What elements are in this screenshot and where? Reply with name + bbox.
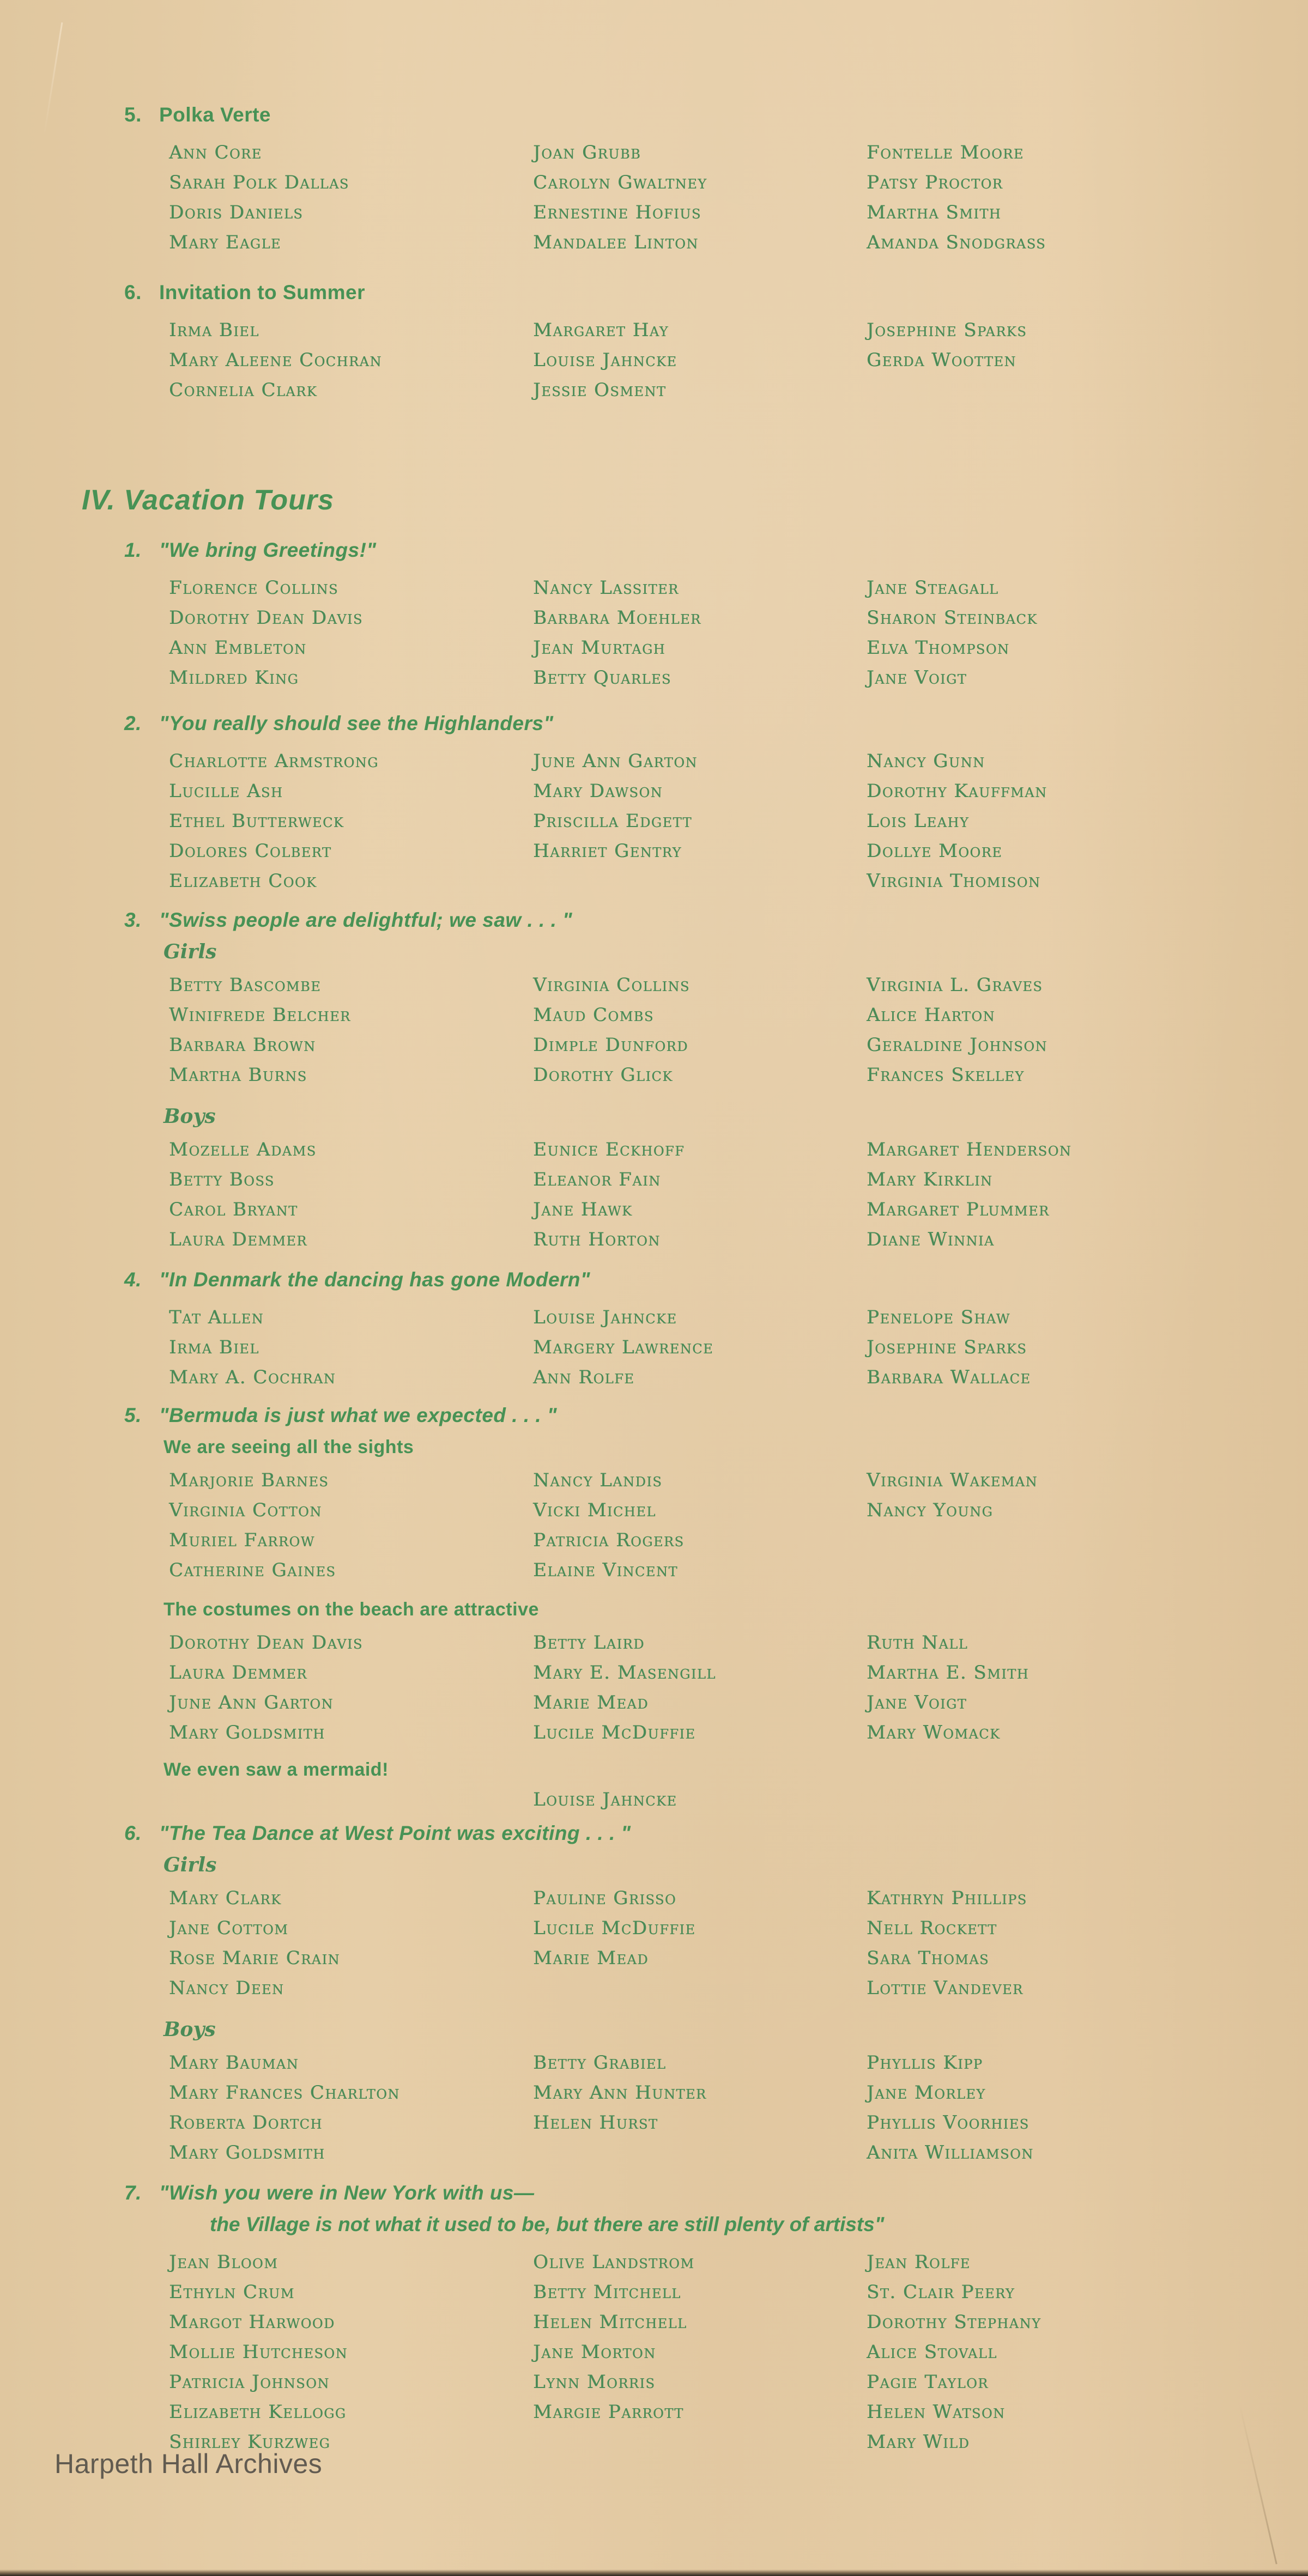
program-section bbox=[0, 101, 1308, 259]
name-cell: Louise Jahncke bbox=[533, 1307, 677, 1328]
name-cell: Martha Burns bbox=[169, 1064, 307, 1086]
name-cell: Marie Mead bbox=[533, 1692, 649, 1714]
name-cell: Jane Morley bbox=[867, 2082, 986, 2104]
name-cell: Olive Landstrom bbox=[533, 2251, 695, 2273]
section-title-text: "You really should see the Highlanders" bbox=[159, 712, 554, 734]
name-row bbox=[169, 1167, 1308, 1196]
name-rows bbox=[169, 972, 1308, 1092]
name-cell: Nell Rockett bbox=[867, 1917, 997, 1939]
name-row bbox=[169, 868, 1308, 898]
group-label: We even saw a mermaid! bbox=[164, 1759, 389, 1780]
name-rows bbox=[169, 1304, 1308, 1394]
name-cell: Margaret Henderson bbox=[867, 1139, 1072, 1161]
program-section bbox=[0, 2179, 1308, 2459]
name-cell: Mary Wild bbox=[867, 2431, 970, 2453]
section-title-text: "The Tea Dance at West Point was exciting . . . " bbox=[159, 1822, 631, 1844]
name-cell: Lois Leahy bbox=[867, 810, 970, 832]
name-cell: Mary E. Masengill bbox=[533, 1662, 716, 1684]
name-cell: Laura Demmer bbox=[169, 1662, 307, 1684]
section-title-text: "Swiss people are delightful; we saw . . . " bbox=[159, 909, 573, 931]
group-label: We are seeing all the sights bbox=[164, 1437, 414, 1457]
name-row bbox=[169, 229, 1308, 259]
name-cell: Carol Bryant bbox=[169, 1199, 298, 1220]
name-cell: Mary Goldsmith bbox=[169, 2142, 325, 2164]
name-rows bbox=[169, 2249, 1308, 2459]
section-number: 7. bbox=[124, 2182, 142, 2204]
name-cell: Virginia Cotton bbox=[169, 1499, 322, 1521]
name-cell: Winifrede Belcher bbox=[169, 1004, 351, 1026]
name-row bbox=[169, 1062, 1308, 1092]
name-cell: Ernestine Hofius bbox=[533, 202, 701, 223]
name-row bbox=[169, 2249, 1308, 2279]
name-row bbox=[169, 2140, 1308, 2170]
name-row bbox=[169, 2339, 1308, 2369]
name-cell: Lucile McDuffie bbox=[533, 1917, 696, 1939]
name-cell: Muriel Farrow bbox=[169, 1529, 315, 1551]
name-row bbox=[169, 748, 1308, 778]
name-cell: Betty Mitchell bbox=[533, 2281, 681, 2303]
name-cell: Jane Morton bbox=[533, 2341, 656, 2363]
name-cell: Louise Jahncke bbox=[533, 1789, 677, 1811]
name-row bbox=[169, 1002, 1308, 1032]
name-cell: Mary Womack bbox=[867, 1722, 1001, 1743]
section-title bbox=[124, 1820, 1308, 1847]
name-cell: Nancy Deen bbox=[169, 1977, 284, 1999]
name-cell: Margery Lawrence bbox=[533, 1336, 713, 1358]
name-cell: Betty Quarles bbox=[533, 667, 671, 689]
name-cell: Eleanor Fain bbox=[533, 1169, 661, 1190]
name-cell: Mary Ann Hunter bbox=[533, 2082, 707, 2104]
program-section bbox=[0, 279, 1308, 407]
name-row bbox=[169, 575, 1308, 605]
name-row bbox=[169, 2080, 1308, 2110]
name-cell: Mary A. Cochran bbox=[169, 1366, 336, 1388]
name-row bbox=[169, 635, 1308, 665]
name-cell: Irma Biel bbox=[169, 1336, 259, 1358]
name-row bbox=[169, 1945, 1308, 1975]
program-section bbox=[0, 537, 1308, 695]
name-cell: Mozelle Adams bbox=[169, 1139, 317, 1161]
name-cell: Kathryn Phillips bbox=[867, 1887, 1027, 1909]
name-cell: Dorothy Stephany bbox=[867, 2311, 1041, 2333]
section-number: 6. bbox=[124, 1822, 142, 1844]
name-cell: Barbara Moehler bbox=[533, 607, 701, 629]
name-cell: Marjorie Barnes bbox=[169, 1469, 329, 1491]
name-cell: Helen Watson bbox=[867, 2401, 1006, 2423]
name-cell: Dorothy Dean Davis bbox=[169, 1632, 363, 1654]
name-cell: Jane Steagall bbox=[867, 577, 999, 599]
name-cell: Virginia L. Graves bbox=[867, 974, 1043, 996]
name-row bbox=[169, 347, 1308, 377]
name-cell: Nancy Gunn bbox=[867, 750, 985, 772]
page-bottom-edge bbox=[0, 2569, 1308, 2576]
name-cell: Roberta Dortch bbox=[169, 2112, 323, 2134]
name-rows bbox=[169, 317, 1308, 407]
name-cell: Phyllis Voorhies bbox=[867, 2112, 1030, 2134]
name-cell: Mary Clark bbox=[169, 1887, 282, 1909]
section-title bbox=[124, 537, 1308, 564]
section-title bbox=[124, 2179, 1308, 2207]
section-title-text: "Wish you were in New York with us— bbox=[159, 2182, 535, 2204]
name-cell: Florence Collins bbox=[169, 577, 338, 599]
section-title bbox=[124, 1266, 1308, 1293]
name-cell: Nancy Landis bbox=[533, 1469, 663, 1491]
name-rows bbox=[169, 1467, 1308, 1587]
name-cell: Mandalee Linton bbox=[533, 232, 699, 253]
name-row bbox=[169, 1497, 1308, 1527]
section-number: 5. bbox=[124, 104, 142, 126]
name-rows bbox=[169, 1137, 1308, 1256]
name-cell: Nancy Young bbox=[867, 1499, 994, 1521]
name-cell: Martha Smith bbox=[867, 202, 1002, 223]
name-row bbox=[169, 605, 1308, 635]
name-row bbox=[169, 1467, 1308, 1497]
name-row bbox=[169, 1334, 1308, 1364]
name-rows bbox=[169, 139, 1308, 259]
name-cell: Betty Grabiel bbox=[533, 2052, 667, 2074]
part-heading: IV. Vacation Tours bbox=[82, 484, 335, 516]
name-cell: Frances Skelley bbox=[867, 1064, 1025, 1086]
name-cell: Virginia Wakeman bbox=[867, 1469, 1038, 1491]
name-cell: Pauline Grisso bbox=[533, 1887, 677, 1909]
section-number: 3. bbox=[124, 909, 142, 931]
name-cell: Mary Eagle bbox=[169, 232, 281, 253]
group-label: Girls bbox=[164, 1854, 217, 1876]
section-title bbox=[124, 710, 1308, 737]
name-cell: Lucile McDuffie bbox=[533, 1722, 696, 1743]
name-cell: Diane Winnia bbox=[867, 1229, 995, 1250]
name-cell: Ruth Nall bbox=[867, 1632, 968, 1654]
name-cell: Elizabeth Kellogg bbox=[169, 2401, 347, 2423]
name-cell: Cornelia Clark bbox=[169, 379, 318, 401]
name-row bbox=[169, 778, 1308, 808]
name-row bbox=[169, 377, 1308, 407]
section-title bbox=[124, 1402, 1308, 1429]
section-title bbox=[124, 279, 1308, 306]
name-cell: Mary Aleene Cochran bbox=[169, 349, 382, 371]
name-cell: Ann Core bbox=[169, 142, 262, 163]
name-cell: Penelope Shaw bbox=[867, 1307, 1010, 1328]
name-cell: Jean Rolfe bbox=[867, 2251, 971, 2273]
name-cell: Margaret Plummer bbox=[867, 1199, 1050, 1220]
name-cell: Jean Bloom bbox=[169, 2251, 278, 2273]
name-cell: Martha E. Smith bbox=[867, 1662, 1030, 1684]
name-cell: Dorothy Dean Davis bbox=[169, 607, 363, 629]
name-row bbox=[169, 1364, 1308, 1394]
name-cell: Phyllis Kipp bbox=[867, 2052, 983, 2074]
program-section bbox=[0, 1266, 1308, 1394]
name-cell: Pagie Taylor bbox=[867, 2371, 989, 2393]
name-row bbox=[169, 169, 1308, 199]
name-row bbox=[169, 1885, 1308, 1915]
program-section bbox=[0, 710, 1308, 898]
name-cell: Carolyn Gwaltney bbox=[533, 172, 707, 193]
name-cell: Jessie Osment bbox=[533, 379, 667, 401]
name-cell: Catherine Gaines bbox=[169, 1559, 336, 1581]
name-cell: Jean Murtagh bbox=[533, 637, 666, 659]
name-row bbox=[169, 2399, 1308, 2429]
name-row bbox=[169, 838, 1308, 868]
name-row bbox=[169, 1304, 1308, 1334]
name-cell: Alice Stovall bbox=[867, 2341, 997, 2363]
name-cell: Elizabeth Cook bbox=[169, 870, 317, 892]
name-cell: Louise Jahncke bbox=[533, 349, 677, 371]
name-row bbox=[169, 2110, 1308, 2140]
section-title bbox=[124, 101, 1308, 129]
name-cell: Priscilla Edgett bbox=[533, 810, 692, 832]
name-cell: Maud Combs bbox=[533, 1004, 654, 1026]
name-cell: Sara Thomas bbox=[867, 1947, 989, 1969]
name-row bbox=[169, 317, 1308, 347]
name-row bbox=[169, 2279, 1308, 2309]
program-section bbox=[0, 1402, 1308, 1816]
name-row bbox=[169, 199, 1308, 229]
section-number: 6. bbox=[124, 281, 142, 303]
name-cell: Margot Harwood bbox=[169, 2311, 335, 2333]
name-cell: Virginia Collins bbox=[533, 974, 690, 996]
name-cell: June Ann Garton bbox=[169, 1692, 334, 1714]
section-title-text: "Bermuda is just what we expected . . . " bbox=[159, 1404, 558, 1426]
name-cell: Fontelle Moore bbox=[867, 142, 1024, 163]
group-label: Girls bbox=[164, 940, 217, 963]
name-cell: Nancy Lassiter bbox=[533, 577, 679, 599]
name-cell: Ethyln Crum bbox=[169, 2281, 295, 2303]
name-cell: Patricia Rogers bbox=[533, 1529, 685, 1551]
name-cell: Dorothy Glick bbox=[533, 1064, 673, 1086]
name-cell: Dorothy Kauffman bbox=[867, 780, 1047, 802]
name-row bbox=[169, 1557, 1308, 1587]
name-cell: Mary Dawson bbox=[533, 780, 663, 802]
name-cell: Betty Bascombe bbox=[169, 974, 322, 996]
name-cell: Rose Marie Crain bbox=[169, 1947, 340, 1969]
name-cell: Elaine Vincent bbox=[533, 1559, 678, 1581]
name-row bbox=[169, 1630, 1308, 1660]
name-cell: Mary Goldsmith bbox=[169, 1722, 325, 1743]
name-cell: Eunice Eckhoff bbox=[533, 1139, 685, 1161]
name-cell: Mary Bauman bbox=[169, 2052, 299, 2074]
name-row bbox=[169, 2429, 1308, 2459]
name-cell: Mary Frances Charlton bbox=[169, 2082, 400, 2104]
name-cell: Geraldine Johnson bbox=[867, 1034, 1047, 1056]
archive-watermark: Harpeth Hall Archives bbox=[55, 2449, 323, 2479]
name-cell: Betty Laird bbox=[533, 1632, 645, 1654]
name-cell: Ann Embleton bbox=[169, 637, 307, 659]
name-row bbox=[169, 2050, 1308, 2080]
name-cell: Laura Demmer bbox=[169, 1229, 307, 1250]
name-cell: Mary Kirklin bbox=[867, 1169, 993, 1190]
name-cell: Anita Williamson bbox=[867, 2142, 1034, 2164]
name-cell: Josephine Sparks bbox=[867, 319, 1027, 341]
section-title-text: "In Denmark the dancing has gone Modern" bbox=[159, 1268, 591, 1291]
name-cell: Marie Mead bbox=[533, 1947, 649, 1969]
name-cell: Sharon Steinback bbox=[867, 607, 1038, 629]
name-cell: Ethel Butterweck bbox=[169, 810, 344, 832]
name-cell: Charlotte Armstrong bbox=[169, 750, 379, 772]
name-cell: Mollie Hutcheson bbox=[169, 2341, 348, 2363]
name-cell: Patsy Proctor bbox=[867, 172, 1003, 193]
name-cell: Vicki Michel bbox=[533, 1499, 656, 1521]
name-row bbox=[169, 1690, 1308, 1720]
name-cell: Mildred King bbox=[169, 667, 299, 689]
name-row bbox=[169, 1527, 1308, 1557]
name-cell: Margaret Hay bbox=[533, 319, 669, 341]
name-cell: Harriet Gentry bbox=[533, 840, 682, 862]
name-cell: Jane Voigt bbox=[867, 667, 967, 689]
name-row bbox=[169, 972, 1308, 1002]
name-cell: Gerda Wootten bbox=[867, 349, 1016, 371]
name-cell: Doris Daniels bbox=[169, 202, 304, 223]
section-subtitle: the Village is not what it used to be, but there are still plenty of artists" bbox=[210, 2213, 885, 2235]
name-cell: Lynn Morris bbox=[533, 2371, 656, 2393]
name-row bbox=[169, 1196, 1308, 1226]
name-row bbox=[169, 1226, 1308, 1256]
name-row bbox=[169, 1660, 1308, 1690]
name-row bbox=[169, 1720, 1308, 1749]
section-number: 5. bbox=[124, 1404, 142, 1426]
section-number: 1. bbox=[124, 539, 142, 561]
program-section bbox=[0, 1820, 1308, 2170]
name-cell: Josephine Sparks bbox=[867, 1336, 1027, 1358]
name-row bbox=[169, 1915, 1308, 1945]
section-title bbox=[124, 907, 1308, 934]
name-cell: Dolores Colbert bbox=[169, 840, 332, 862]
name-rows bbox=[169, 1885, 1308, 2005]
name-cell: Jane Voigt bbox=[867, 1692, 967, 1714]
section-title-text: Polka Verte bbox=[159, 104, 271, 126]
program-section bbox=[0, 907, 1308, 1256]
name-cell: Jane Hawk bbox=[533, 1199, 633, 1220]
name-cell: Amanda Snodgrass bbox=[867, 232, 1046, 253]
name-cell: Lucille Ash bbox=[169, 780, 283, 802]
name-cell: Margie Parrott bbox=[533, 2401, 684, 2423]
name-rows bbox=[169, 1787, 1308, 1816]
name-cell: Lottie Vandever bbox=[867, 1977, 1024, 1999]
name-cell: Patricia Johnson bbox=[169, 2371, 330, 2393]
name-row bbox=[169, 808, 1308, 838]
name-cell: Elva Thompson bbox=[867, 637, 1010, 659]
name-cell: June Ann Garton bbox=[533, 750, 698, 772]
name-row bbox=[169, 1975, 1308, 2005]
name-cell: Shirley Kurzweg bbox=[169, 2431, 331, 2453]
name-cell: Joan Grubb bbox=[533, 142, 641, 163]
name-cell: Jane Cottom bbox=[169, 1917, 289, 1939]
group-label: Boys bbox=[164, 2018, 216, 2041]
name-cell: Helen Hurst bbox=[533, 2112, 658, 2134]
name-rows bbox=[169, 748, 1308, 898]
name-cell: Sarah Polk Dallas bbox=[169, 172, 349, 193]
name-row bbox=[169, 1787, 1308, 1816]
name-cell: Barbara Wallace bbox=[867, 1366, 1031, 1388]
name-rows bbox=[169, 575, 1308, 695]
group-label: Boys bbox=[164, 1105, 216, 1128]
name-cell: Dimple Dunford bbox=[533, 1034, 688, 1056]
name-cell: Alice Harton bbox=[867, 1004, 995, 1026]
group-label: The costumes on the beach are attractive bbox=[164, 1599, 539, 1620]
name-cell: Dollye Moore bbox=[867, 840, 1003, 862]
name-row bbox=[169, 2309, 1308, 2339]
name-rows bbox=[169, 2050, 1308, 2170]
name-row bbox=[169, 1032, 1308, 1062]
name-cell: Irma Biel bbox=[169, 319, 259, 341]
name-cell: Virginia Thomison bbox=[867, 870, 1041, 892]
name-cell: St. Clair Peery bbox=[867, 2281, 1015, 2303]
name-cell: Ann Rolfe bbox=[533, 1366, 635, 1388]
name-row bbox=[169, 665, 1308, 695]
section-title-text: "We bring Greetings!" bbox=[159, 539, 377, 561]
name-rows bbox=[169, 1630, 1308, 1749]
name-cell: Helen Mitchell bbox=[533, 2311, 687, 2333]
name-row bbox=[169, 1137, 1308, 1167]
section-title-text: Invitation to Summer bbox=[159, 281, 365, 303]
name-cell: Tat Allen bbox=[169, 1307, 264, 1328]
section-number: 4. bbox=[124, 1268, 142, 1291]
name-cell: Barbara Brown bbox=[169, 1034, 316, 1056]
name-row bbox=[169, 2369, 1308, 2399]
name-cell: Betty Boss bbox=[169, 1169, 275, 1190]
name-cell: Ruth Horton bbox=[533, 1229, 661, 1250]
section-number: 2. bbox=[124, 712, 142, 734]
name-row bbox=[169, 139, 1308, 169]
